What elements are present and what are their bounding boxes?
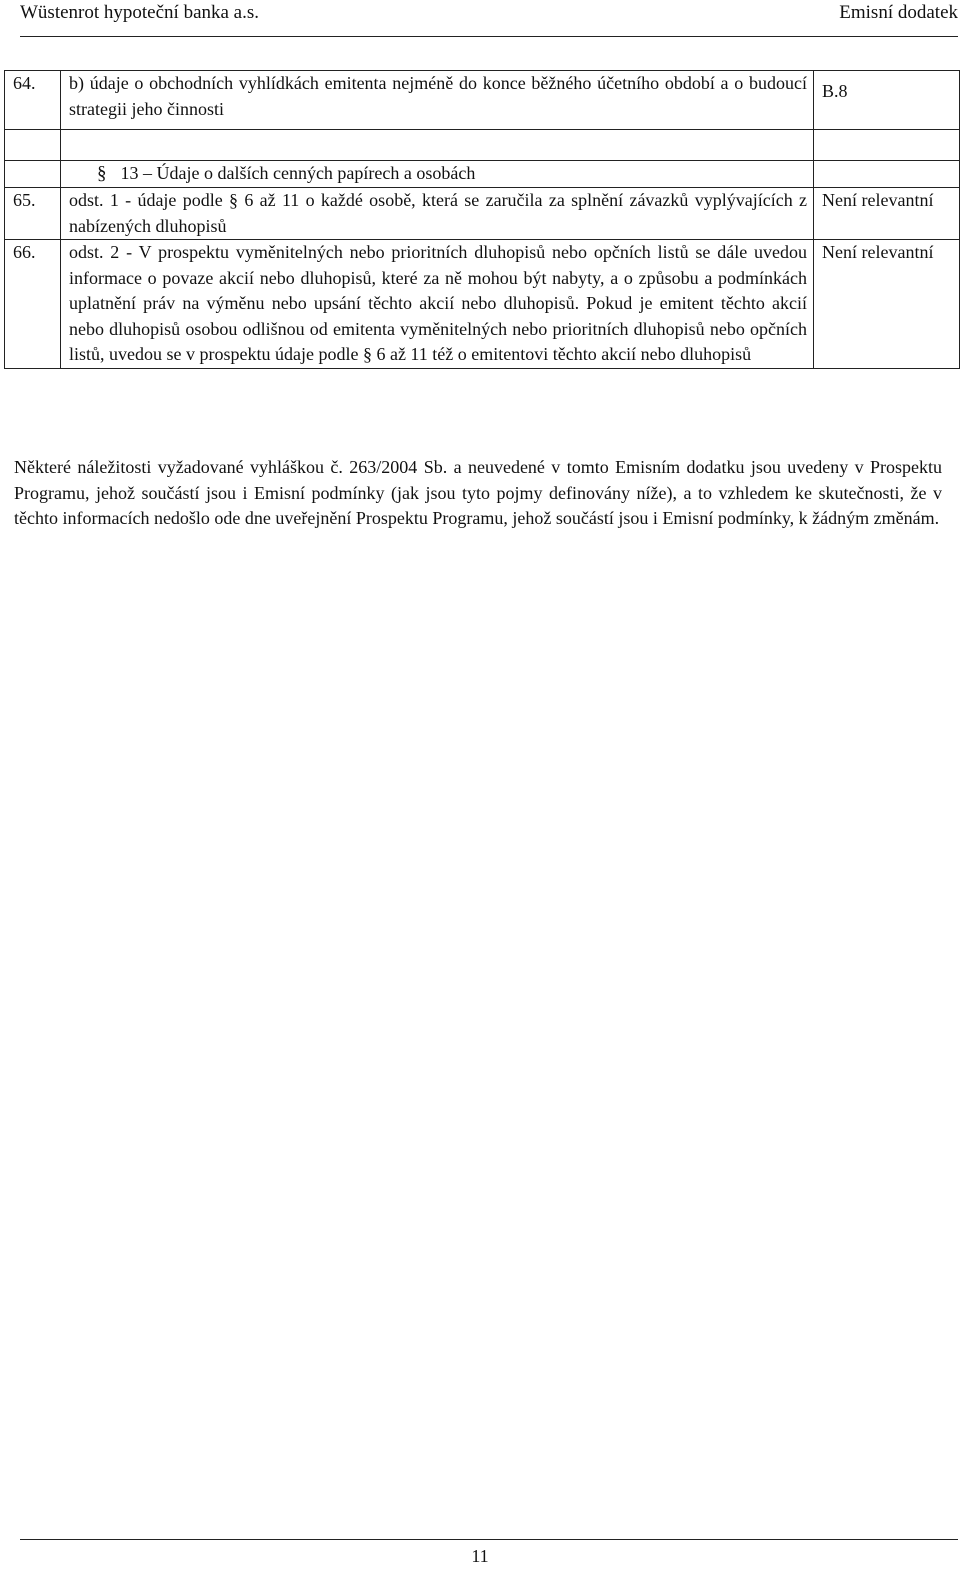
row-text: b) údaje o obchodních vyhlídkách emitenta nejméně do konce běžného účetního období a o budoucí strategii jeho činnosti bbox=[61, 71, 814, 130]
closing-paragraph: Některé náležitosti vyžadované vyhláškou č. 263/2004 Sb. a neuvedené v tomto Emisním dodatku jsou uvedeny v Prospektu Programu, jehož součástí jsou i Emisní podmínky (jak jsou tyto pojmy definovány níže), a to vzhledem ke skutečnosti, že v těchto informacích nedošlo ode dne uveřejnění Prospektu Programu, jehož součástí jsou i Emisní podmínky, k žádným změnám. bbox=[14, 457, 942, 529]
header-bank-name: Wüstenrot hypoteční banka a.s. bbox=[20, 2, 260, 23]
header-document-type: Emisní dodatek bbox=[839, 2, 958, 23]
row-text: odst. 1 - údaje podle § 6 až 11 o každé osobě, která se zaručila za splnění závazků vyplývajících z nabízených dluhopisů bbox=[61, 188, 814, 240]
table-row-65 bbox=[5, 188, 960, 240]
row-number: 65. bbox=[5, 188, 61, 240]
table-row-section bbox=[5, 161, 960, 188]
requirements-table bbox=[4, 70, 960, 369]
row-reference: B.8 bbox=[814, 71, 960, 130]
page-number: 11 bbox=[471, 1546, 489, 1566]
table-row-64 bbox=[5, 71, 960, 130]
section-heading-text: 13 – Údaje o dalších cenných papírech a osobách bbox=[120, 163, 476, 183]
table-row-66 bbox=[5, 240, 960, 369]
page-header bbox=[20, 0, 958, 37]
section-heading bbox=[69, 161, 807, 187]
table-row-blank bbox=[5, 130, 960, 161]
row-number: 64. bbox=[5, 71, 61, 130]
row-reference: Není relevantní bbox=[814, 240, 960, 369]
row-reference: Není relevantní bbox=[814, 188, 960, 240]
footer-divider bbox=[20, 1539, 958, 1540]
row-text: odst. 2 - V prospektu vyměnitelných nebo prioritních dluhopisů nebo opčních listů se dále uvedou informace o povaze akcií nebo dluhopisů, které za ně mohou být nabyty, a o způsobu a podmínkách uplatnění práv na výměnu nebo upsání těchto akcií nebo dluhopisů. Pokud je emitent těchto akcií nebo dluhopisů osobou odlišnou od emitenta vyměnitelných nebo prioritních dluhopisů nebo opčních listů, uvedou se v prospektu údaje podle § 6 až 11 též o emitentovi těchto akcií nebo dluhopisů bbox=[61, 240, 814, 369]
section-mark: § bbox=[97, 163, 107, 184]
row-number: 66. bbox=[5, 240, 61, 369]
